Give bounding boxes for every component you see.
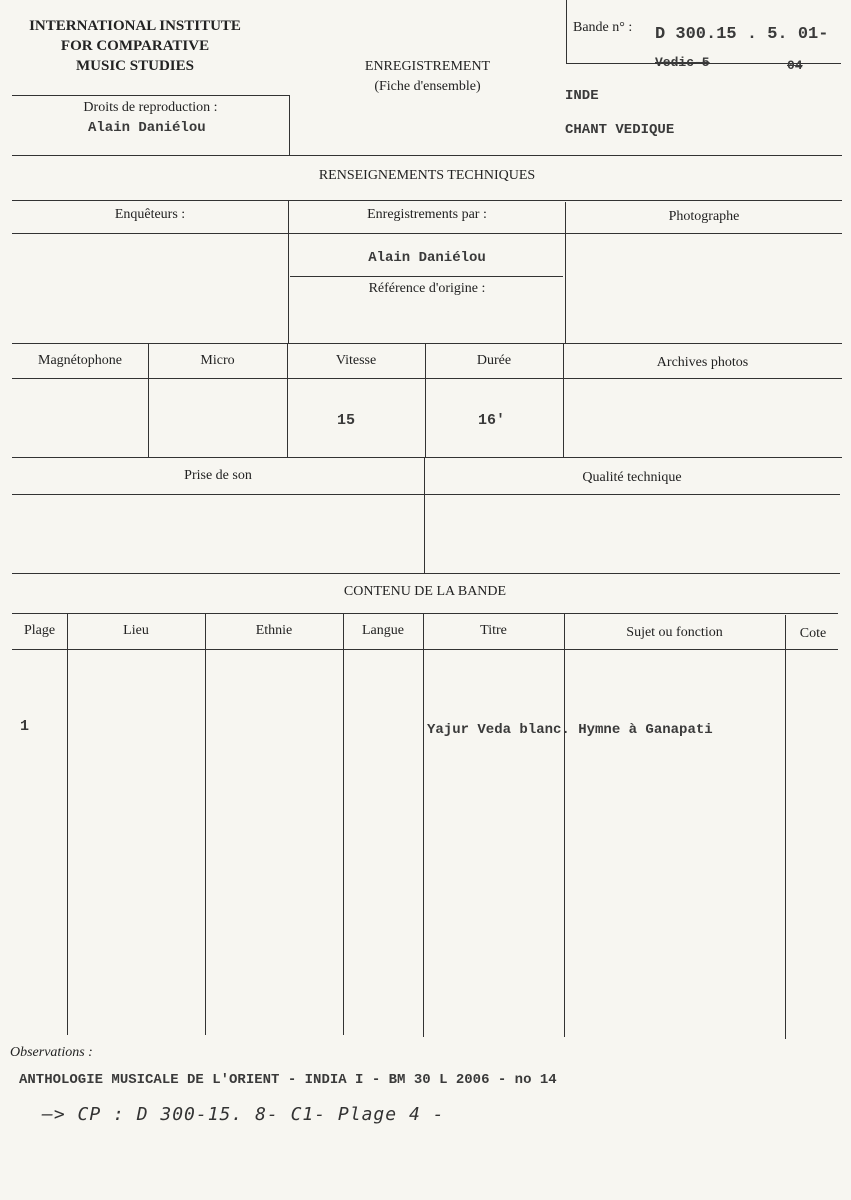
vitesse-value: 15 xyxy=(337,412,356,429)
technical-section-title: RENSEIGNEMENTS TECHNIQUES xyxy=(318,168,536,183)
reference-label: Référence d'origine : xyxy=(368,281,486,296)
bande-struck-num: 04 xyxy=(787,58,803,73)
country-value: INDE xyxy=(565,88,599,104)
observations-label: Observations : xyxy=(10,1045,93,1060)
enregistrements-label: Enregistrements par : xyxy=(367,207,487,222)
prise-label: Prise de son xyxy=(184,468,252,483)
prise-divider xyxy=(424,457,425,573)
tech-col1-divider xyxy=(288,200,289,343)
col-langue: Langue xyxy=(362,623,404,638)
enqueteurs-label: Enquêteurs : xyxy=(114,207,186,222)
qualite-label: Qualité technique xyxy=(582,470,682,485)
prise-bottom xyxy=(12,573,840,574)
equip-div-2 xyxy=(287,343,288,457)
magnetophone-label: Magnétophone xyxy=(38,353,122,368)
row-plage-1: 1 xyxy=(20,718,30,735)
contents-div-6 xyxy=(785,615,786,1039)
form-title: ENREGISTREMENT xyxy=(364,59,491,74)
equipment-header-line xyxy=(12,378,842,379)
bande-box-left xyxy=(566,0,567,63)
duree-value: 16' xyxy=(478,412,506,429)
tech-header-line xyxy=(12,233,842,234)
contents-div-5 xyxy=(564,613,565,1037)
contents-div-3 xyxy=(343,613,344,1035)
institute-name: INTERNATIONAL INSTITUTE FOR COMPARATIVE MUSIC STUDIES xyxy=(29,18,241,74)
vitesse-label: Vitesse xyxy=(335,353,377,368)
col-sujet: Sujet ou fonction xyxy=(626,625,723,640)
contents-div-4 xyxy=(423,613,424,1037)
reference-line xyxy=(290,276,563,277)
contents-title-line xyxy=(12,613,838,614)
col-titre: Titre xyxy=(480,623,507,638)
col-ethnie: Ethnie xyxy=(255,623,293,638)
technical-title-line xyxy=(12,200,842,201)
tech-col2-divider xyxy=(565,202,566,343)
enregistrements-value: Alain Daniélou xyxy=(368,250,486,266)
contents-div-2 xyxy=(205,613,206,1035)
duree-label: Durée xyxy=(476,353,512,368)
micro-label: Micro xyxy=(200,353,235,368)
photographe-label: Photographe xyxy=(668,209,740,224)
tech-block-bottom xyxy=(12,343,842,344)
row-titre-1: Yajur Veda blanc. Hymne à Ganapati xyxy=(427,722,713,738)
form-subtitle: (Fiche d'ensemble) xyxy=(374,79,481,94)
rights-value: Alain Daniélou xyxy=(88,120,206,136)
contents-header-line xyxy=(12,649,838,650)
equip-div-3 xyxy=(425,343,426,457)
col-lieu: Lieu xyxy=(123,623,149,638)
genre-value: CHANT VEDIQUE xyxy=(565,122,675,138)
bande-value: D 300.15 . 5. 01- xyxy=(655,25,829,44)
rights-box-right xyxy=(289,95,290,155)
equip-div-4 xyxy=(563,343,564,457)
contents-div-1 xyxy=(67,613,68,1035)
col-cote: Cote xyxy=(799,626,827,641)
rights-box-top xyxy=(12,95,289,96)
col-plage: Plage xyxy=(23,623,56,638)
bande-label: Bande n° : xyxy=(573,20,633,35)
prise-header-line xyxy=(12,494,840,495)
contents-section-title: CONTENU DE LA BANDE xyxy=(343,584,507,599)
rights-label: Droits de reproduction : xyxy=(83,100,218,115)
archives-label: Archives photos xyxy=(656,355,749,370)
observations-line2: —> CP : D 300-15. 8- C1- Plage 4 - xyxy=(42,1104,445,1125)
equipment-bottom xyxy=(12,457,842,458)
observations-line1: ANTHOLOGIE MUSICALE DE L'ORIENT - INDIA I - BM 30 L 2006 - no 14 xyxy=(19,1072,557,1088)
equip-div-1 xyxy=(148,343,149,457)
bande-struck: Vedic-5 xyxy=(655,55,710,70)
header-divider xyxy=(12,155,842,156)
